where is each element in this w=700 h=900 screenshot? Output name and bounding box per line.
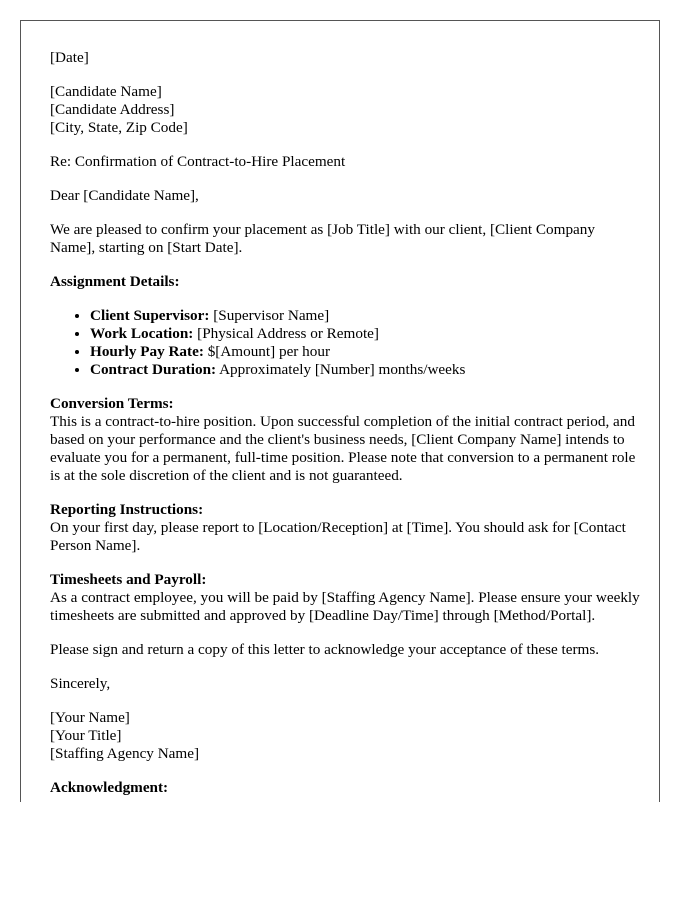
reporting-section <box>50 501 640 555</box>
conversion-section <box>50 395 640 485</box>
list-item-value: Approximately [Number] months/weeks <box>216 361 466 378</box>
timesheets-text: As a contract employee, you will be paid by [Staffing Agency Name]. Please ensure your weekly timesheets are submitted and approved by [Deadline Day/Time] through [Method/Portal]. <box>50 589 640 624</box>
reporting-heading: Reporting Instructions: <box>50 501 204 518</box>
intro-paragraph: We are pleased to confirm your placement as [Job Title] with our client, [Client Company Name], starting on [Start Date]. <box>50 221 595 256</box>
signature-block <box>50 709 640 763</box>
list-item <box>90 361 640 379</box>
list-item-label: Client Supervisor: <box>90 307 210 324</box>
signature-name: [Your Name] <box>50 709 130 726</box>
timesheets-section <box>50 571 640 625</box>
closing: Sincerely, <box>50 675 111 692</box>
recipient-name: [Candidate Name] <box>50 83 162 100</box>
list-item <box>90 325 640 343</box>
recipient-block <box>50 83 640 137</box>
list-item <box>90 307 640 325</box>
letter-date: [Date] <box>50 49 89 66</box>
letter-page <box>20 20 660 802</box>
acknowledgment-heading: Acknowledgment: <box>50 779 169 796</box>
closing-request: Please sign and return a copy of this letter to acknowledge your acceptance of these terms. <box>50 641 600 658</box>
list-item-label: Hourly Pay Rate: <box>90 343 204 360</box>
list-item-value: [Physical Address or Remote] <box>193 325 379 342</box>
timesheets-heading: Timesheets and Payroll: <box>50 571 207 588</box>
subject-line: Re: Confirmation of Contract-to-Hire Placement <box>50 153 346 170</box>
list-item <box>90 343 640 361</box>
recipient-city-state-zip: [City, State, Zip Code] <box>50 119 188 136</box>
signature-title: [Your Title] <box>50 727 122 744</box>
list-item-value: $[Amount] per hour <box>203 343 331 360</box>
conversion-text: This is a contract-to-hire position. Upon successful completion of the initial contract period, and based on your performance and the client's business needs, [Client Company Name] intends to evaluate you for a permanent, full-time position. Please note that conversion to a permanent role is at the sole discretion of the client and is not guaranteed. <box>50 413 636 484</box>
assignment-heading: Assignment Details: <box>50 273 180 290</box>
signature-agency: [Staffing Agency Name] <box>50 745 200 762</box>
recipient-address: [Candidate Address] <box>50 101 175 118</box>
letter-body <box>50 49 640 802</box>
list-item-value: [Supervisor Name] <box>209 307 330 324</box>
list-item-label: Work Location: <box>90 325 194 342</box>
salutation: Dear [Candidate Name], <box>50 187 199 204</box>
assignment-list <box>50 307 640 379</box>
conversion-heading: Conversion Terms: <box>50 395 174 412</box>
reporting-text: On your first day, please report to [Location/Reception] at [Time]. You should ask for [Contact Person Name]. <box>50 519 626 554</box>
list-item-label: Contract Duration: <box>90 361 217 378</box>
